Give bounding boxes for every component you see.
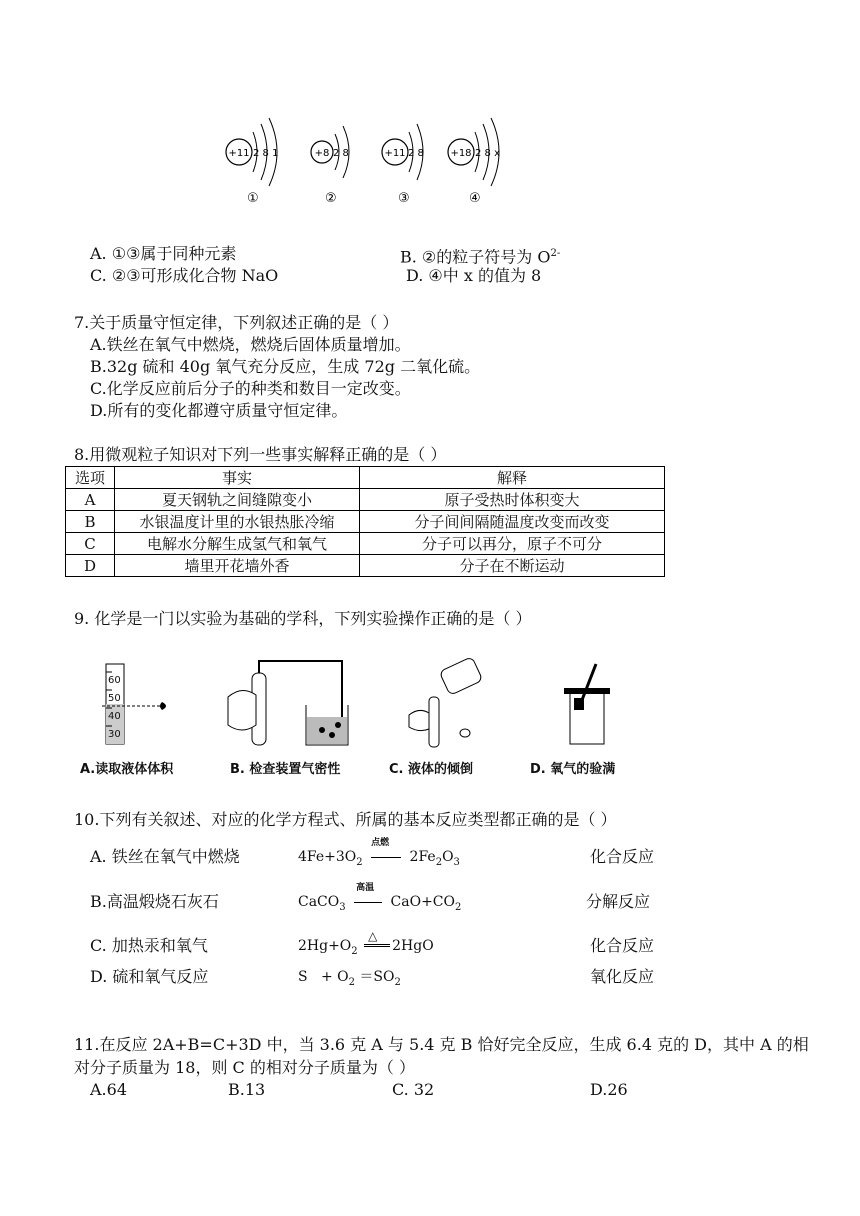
oxygen-test-figure [560,660,620,750]
svg-text:④: ④ [469,191,481,206]
table-cell: D [66,555,115,577]
q9-caption-a: A.读取液体体积 [80,762,174,777]
table-cell: 原子受热时体积变大 [360,489,665,511]
table-cell: 电解水分解生成氢气和氧气 [115,533,360,555]
table-cell: B [66,511,115,533]
table-cell: A [66,489,115,511]
svg-text:2 8: 2 8 [408,148,424,159]
q10-desc-b: B.高温煅烧石灰石 [90,892,219,911]
table-cell: 分子在不断运动 [360,555,665,577]
q6-option-a: A. ①③属于同种元素 [90,244,237,263]
q10-desc-c: C. 加热汞和氧气 [90,936,208,955]
svg-text:2 8 x: 2 8 x [475,148,500,159]
table-row [66,511,665,533]
q11-option-c: C. 32 [392,1080,435,1099]
q11-stem-line2: 对分子质量为 18，则 C 的相对分子质量为（ ） [74,1058,415,1077]
q9-stem: 9. 化学是一门以实验为基础的学科，下列实验操作正确的是（ ） [74,609,532,628]
atom-1-shells: 2 8 1 [253,148,279,159]
q10-type-b: 分解反应 [586,892,651,911]
q11-stem-line1: 11.在反应 2A+B=C+3D 中，当 3.6 克 A 与 5.4 克 B 恰好完全反应，生成 6.4 克的 D，其中 A 的相 [74,1035,809,1054]
q10-equation-c: $2Hg+O_2$ △ 2HgO [298,929,434,957]
q6-option-d: D. ④中 x 的值为 8 [406,266,542,285]
svg-text:+8: +8 [314,148,330,159]
cylinder-tick: 50 [108,693,121,704]
svg-text:①: ① [247,191,259,206]
header-cell: 解释 [360,467,665,489]
q9-caption-d: D. 氧气的验满 [530,762,616,777]
q6-option-c: C. ②③可形成化合物 NaO [90,266,279,285]
svg-text:2 8: 2 8 [333,148,349,159]
q10-equation-a: $4Fe+3O_2$ 点燃 $2Fe_2O_3$ [298,838,460,868]
table-row [66,555,665,577]
q7-option-b: B.32g 硫和 40g 氧气充分反应，生成 72g 二氧化硫。 [90,357,481,376]
cylinder-tick: 40 [108,711,121,722]
atom-4 [448,118,500,186]
q8-stem: 8.用微观粒子知识对下列一些事实解释正确的是（ ） [74,445,447,464]
atom-1 [226,118,278,186]
svg-text:+18: +18 [450,148,472,159]
atom-3 [382,124,424,180]
table-cell: 分子可以再分，原子不可分 [360,533,665,555]
pouring-liquid-figure [405,655,485,750]
q10-desc-a: A. 铁丝在氧气中燃烧 [90,847,240,866]
header-cell: 选项 [66,467,115,489]
header-cell: 事实 [115,467,360,489]
q10-equation-d: $S + O_2 =SO_2$ [298,969,401,988]
q10-desc-d: D. 硫和氧气反应 [90,967,209,986]
q11-option-d: D.26 [590,1080,628,1099]
atom-2 [311,126,349,178]
q9-caption-b: B. 检查装置气密性 [230,762,341,777]
q10-type-a: 化合反应 [590,847,655,866]
table-cell: 水银温度计里的水银热胀冷缩 [115,511,360,533]
q7-option-c: C.化学反应前后分子的种类和数目一定改变。 [90,379,411,398]
q11-option-b: B.13 [228,1080,266,1099]
q10-stem: 10.下列有关叙述、对应的化学方程式、所属的基本反应类型都正确的是（ ） [74,810,617,829]
atom-1-nucleus: +11 [228,148,250,159]
q8-table [65,466,665,577]
cylinder-ticks [108,672,121,744]
svg-text:②: ② [325,191,337,206]
q6-option-b: B. ②的粒子符号为 $O^{2-}$ [400,247,561,267]
q7-option-d: D.所有的变化都遵守质量守恒定律。 [90,401,348,420]
table-cell: 夏天钢轨之间缝隙变小 [115,489,360,511]
table-cell: C [66,533,115,555]
cylinder-tick: 60 [108,675,121,686]
q10-type-d: 氧化反应 [590,967,655,986]
svg-text:+11: +11 [384,148,406,159]
q7-option-a: A.铁丝在氧气中燃烧，燃烧后固体质量增加。 [90,335,411,354]
q9-caption-c: C. 液体的倾倒 [389,762,474,777]
q11-option-a: A.64 [90,1080,127,1099]
cylinder-tick: 30 [108,729,121,740]
table-row [66,489,665,511]
q7-stem: 7.关于质量守恒定律，下列叙述正确的是（ ） [74,313,399,332]
table-cell: 分子间间隔随温度改变而改变 [360,511,665,533]
table-cell: 墙里开花墙外香 [115,555,360,577]
q10-equation-b: CaCO$_3$ 高温 $CaO+CO_2$ [298,883,462,913]
table-row [66,533,665,555]
svg-text:③: ③ [398,191,410,206]
q10-type-c: 化合反应 [590,936,655,955]
table-header-row [66,467,665,489]
atom-structure-diagrams [215,110,535,210]
airtightness-check-figure [222,655,352,750]
